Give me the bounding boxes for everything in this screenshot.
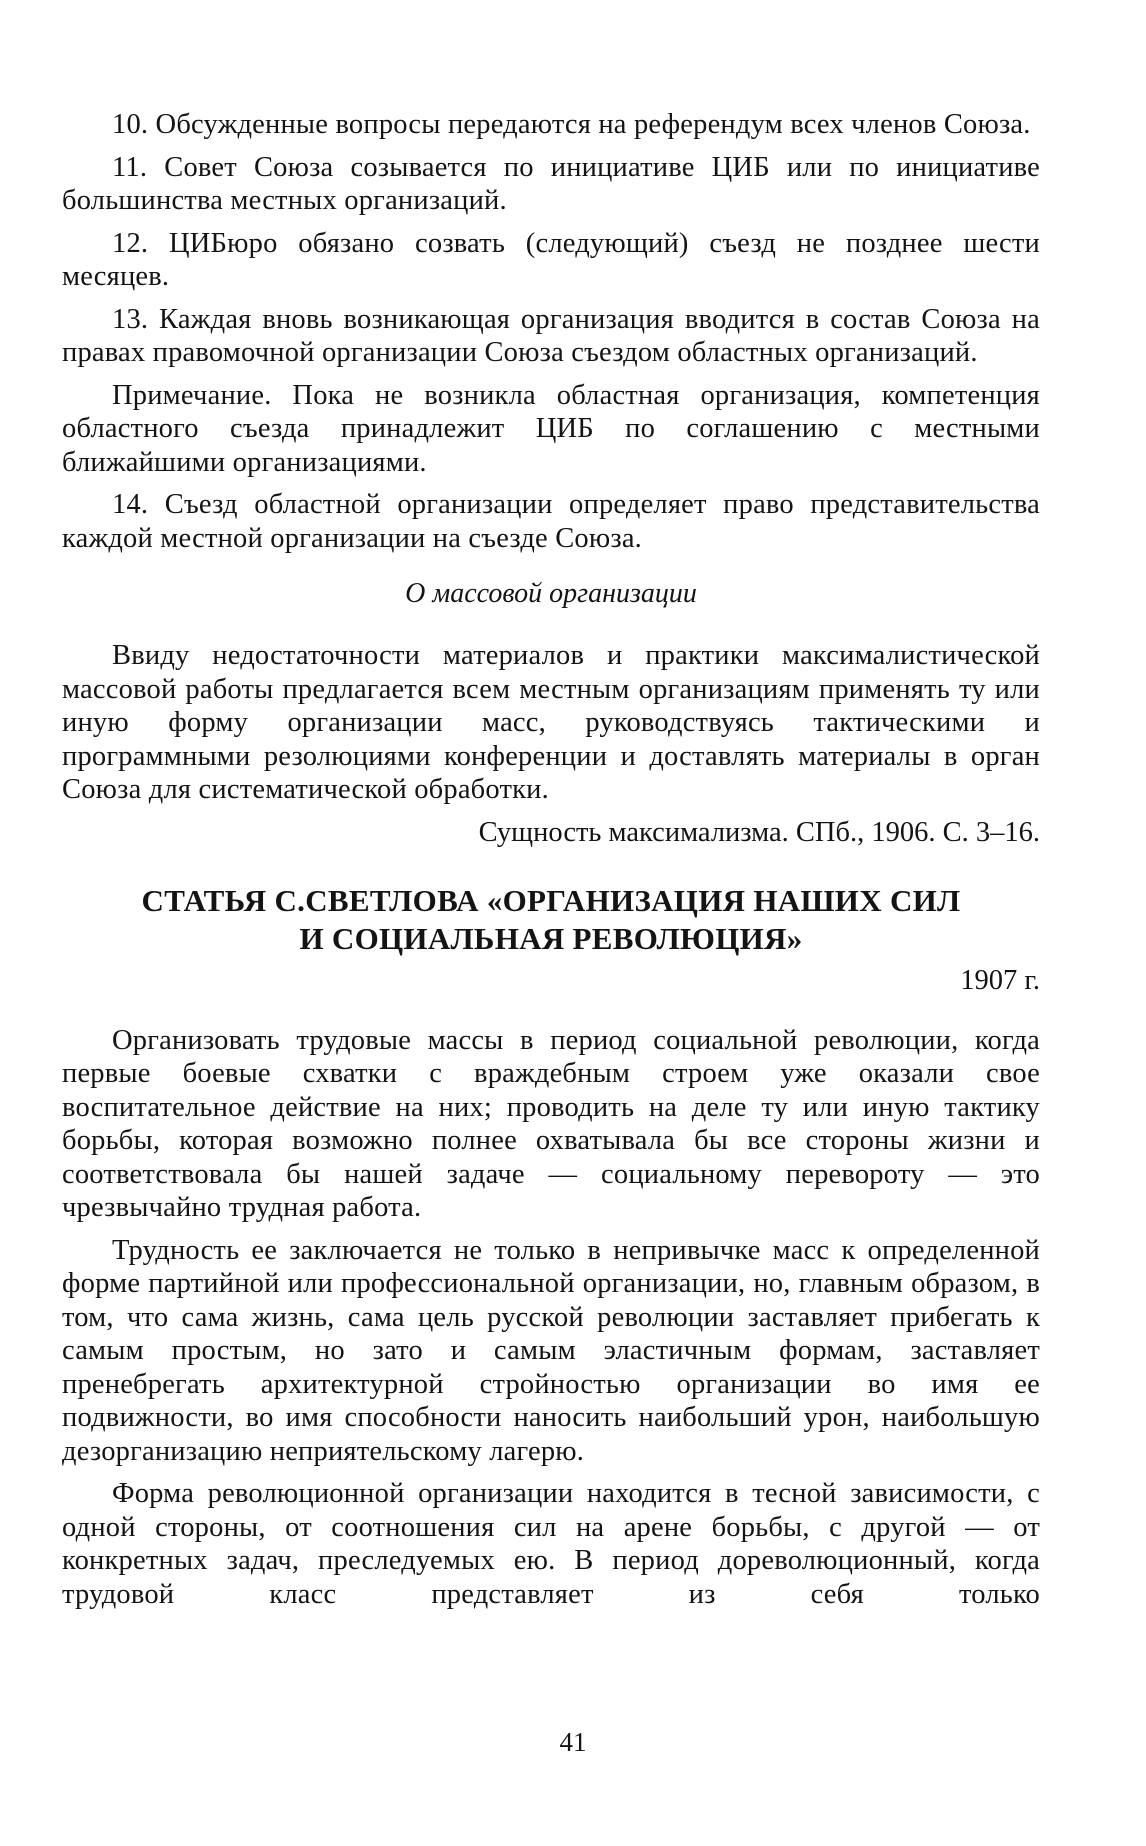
paragraph-item-13: 13. Каждая вновь возникающая организация вводится в состав Союза на правах правомочной организации Союза съездом областных организаций. [62, 303, 1040, 368]
article-paragraph-3: Форма революционной организации находится в тесной зависимости, с одной стороны, от соотношения сил на арене борьбы, с другой — от конкретных задач, преследуемых ею. В период дореволюционный, когда трудовой класс представляет из себя только [62, 1478, 1040, 1610]
article-date: 1907 г. [960, 964, 1040, 996]
article-paragraph-2: Трудность ее заключается не только в непривычке масс к определенной форме партийной или профессиональной организации, но, главным образом, в том, что сама жизнь, сама цель русской революции заставляет прибегать к самым простым, но зато и самым эластичным формам, заставляет пренебрегать архитектурной стройностью организации во имя ее подвижности, во имя способности наносить наибольший урон, наибольшую дезорганизацию неприятельскому лагерю. [62, 1234, 1040, 1467]
source-citation: Сущность максимализма. СПб., 1906. С. 3–16. [478, 816, 1040, 848]
article-title-line-2: И СОЦИАЛЬНАЯ РЕВОЛЮЦИЯ» [299, 920, 803, 956]
paragraph-note: Примечание. Пока не возникла областная организация, компетенция областного съезда принадлежит ЦИБ по соглашению с местными ближайшими организациями. [62, 379, 1040, 478]
page-body [62, 108, 1040, 1620]
paragraph-mass-organization: Ввиду недостаточности материалов и практики максималистической массовой работы предлагается всем местным организациям применять ту или иную форму организации масс, руководствуясь тактическими и программными резолюциями конференции и доставлять материалы в орган Союза для систематической обработки. [62, 640, 1040, 805]
paragraph-item-11: 11. Совет Союза созывается по инициативе ЦИБ или по инициативе большинства местных организаций. [62, 151, 1040, 216]
page-number: 41 [559, 1727, 587, 1757]
article-title-line-1: СТАТЬЯ С.СВЕТЛОВА «ОРГАНИЗАЦИЯ НАШИХ СИЛ [141, 882, 961, 918]
paragraph-item-10: 10. Обсужденные вопросы передаются на референдум всех членов Союза. [112, 109, 1031, 140]
paragraph-item-12: 12. ЦИБюро обязано созвать (следующий) съезд не позднее шести месяцев. [62, 227, 1040, 292]
article-title [62, 882, 1040, 958]
article-paragraph-1: Организовать трудовые массы в период социальной революции, когда первые боевые схватки с враждебным строем уже оказали свое воспитательное действие на них; проводить на деле ту или иную тактику борьбы, которая возможно полнее охватывала бы все стороны жизни и соответствовала бы нашей задаче — социальному перевороту — это чрезвычайно трудная работа. [62, 1024, 1040, 1223]
section-subheading: О массовой организации [405, 578, 697, 609]
paragraph-item-14: 14. Съезд областной организации определяет право представительства каждой местной организации на съезде Союза. [62, 489, 1040, 554]
